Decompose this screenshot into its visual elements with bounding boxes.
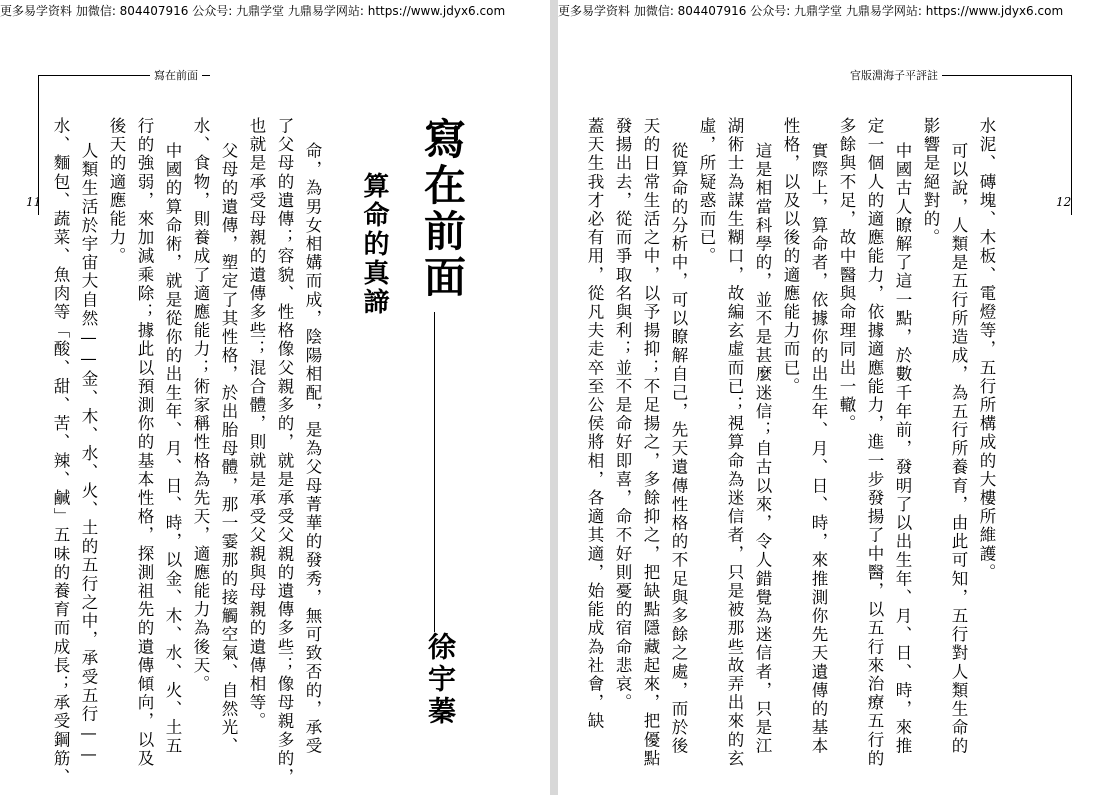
text-column: 天的日常生活之中，以予揚抑；不足揚之，多餘抑之，把缺點隱藏起來，把優點 xyxy=(641,117,660,768)
header-rule-vertical-right xyxy=(1071,75,1072,215)
running-header-left: 寫在前面 xyxy=(150,67,202,83)
header-rule-vertical-left xyxy=(38,75,39,215)
text-column: 定一個人的適應能力，依據適應能力，進一步發揚了中醫，以五行來治療五行的 xyxy=(865,117,884,768)
author-name: 徐宇蓁 xyxy=(424,632,457,728)
page-gutter xyxy=(550,0,558,795)
text-column: 多餘與不足，故中醫與命理同出一轍。 xyxy=(837,117,856,434)
text-column: 了父母的遺傳；容貌、性格像父親多的，就是承受父親的遺傳多些；像母親多的， xyxy=(275,117,294,787)
text-column: 蓋天生我才必有用，從凡夫走卒至公侯將相，各適其適，始能成為社會，缺 xyxy=(585,117,604,731)
text-column: 發揚出去，從而爭取名與利；並不是命好即喜，命不好則憂的宿命悲哀。 xyxy=(613,117,632,713)
watermark-banner-right: 更多易学资料 加微信: 804407916 公众号: 九鼎学堂 九鼎易学网站: https://www.jdyx6.com xyxy=(558,4,1064,18)
text-column: 水泥、磚塊、木板、電燈等，五行所構成的大樓所維護。 xyxy=(977,117,996,582)
text-column: 從算命的分析中，可以瞭解自己，先天遺傳性格的不足與多餘之處，而於後 xyxy=(669,142,688,756)
text-column: 湖術士為謀生糊口，故編玄虛而已；視算命為迷信者，只是被那些故弄出來的玄 xyxy=(725,117,744,768)
text-column: 命，為男女相媾而成，陰陽相配，是為父母菁華的發秀，無可致否的，承受 xyxy=(303,142,322,756)
right-page xyxy=(558,22,1112,795)
chapter-title: 寫在前面 xyxy=(418,117,467,301)
text-column: 影響是絕對的。 xyxy=(921,117,940,248)
text-column: 父母的遺傳，塑定了其性格，於出胎母體，那一霎那的接觸空氣、自然光、 xyxy=(219,142,238,756)
running-header-right: 官版淵海子平評註 xyxy=(846,67,942,83)
text-column: 性格，以及以後的適應能力而已。 xyxy=(781,117,800,396)
text-column: 可以說，人類是五行所造成，為五行所養育，由此可知，五行對人類生命的 xyxy=(949,142,968,756)
text-column: 實際上，算命者，依據你的出生年、月、日、時，來推測你先天遺傳的基本 xyxy=(809,142,828,756)
text-column: 中國古人瞭解了這一點，於數千年前，發明了以出生年、月、日、時，來推 xyxy=(893,142,912,756)
left-page xyxy=(0,22,550,795)
page-number-left: 11 xyxy=(26,195,42,209)
title-divider-rule xyxy=(434,312,435,632)
text-column: 也就是承受母親的遺傳多些；混合體，則就是承受父親與母親的遺傳相等。 xyxy=(247,117,266,731)
chapter-subtitle: 算命的真諦 xyxy=(359,172,389,317)
text-column: 行的強弱，來加減乘除；據此以預測你的基本性格，探測祖先的遺傳傾向，以及 xyxy=(135,117,154,768)
text-column: 後天的適應能力。 xyxy=(107,117,126,266)
page-number-right: 12 xyxy=(1056,195,1072,209)
text-column: 人類生活於宇宙大自然——金、木、水、火、土的五行之中，承受五行—— xyxy=(79,142,98,766)
text-column: 虛，所疑惑而已。 xyxy=(697,117,716,266)
watermark-banner-left: 更多易学资料 加微信: 804407916 公众号: 九鼎学堂 九鼎易学网站: https://www.jdyx6.com xyxy=(0,4,506,18)
text-column: 中國的算命術，就是從你的出生年、月、日、時，以金、木、水、火、土五 xyxy=(163,142,182,756)
text-column: 水、麵包、蔬菜、魚肉等「酸、甜、苦、辣、鹹」五味的養育而成長；承受鋼筋、 xyxy=(51,117,70,787)
text-column: 水、食物，則養成了適應能力；術家稱性格為先天，適應能力為後天。 xyxy=(191,117,210,694)
text-column: 這是相當科學的，並不是甚麼迷信；自古以來，令人錯覺為迷信者，只是江 xyxy=(753,142,772,756)
